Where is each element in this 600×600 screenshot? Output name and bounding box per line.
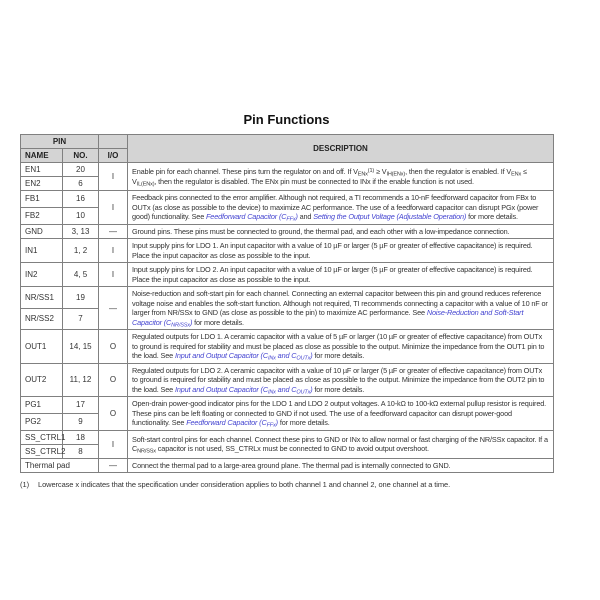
desc-text: ≥ V xyxy=(374,167,387,176)
pin-no-cell: 16 xyxy=(63,191,99,208)
desc-text: Regulated outputs for LDO 2. A ceramic capacitor with a value of 10 µF or larger (5 µF or greater of effective capacitance) from OUTx to ground is required for stability and must be placed as close as possible to the output. Minimize the impedance from the OUT2 pin to the load. See xyxy=(132,365,545,394)
desc-text: for more details. xyxy=(192,317,244,327)
table-row xyxy=(21,458,554,473)
description-cell xyxy=(128,397,554,431)
pin-name-cell: OUT2 xyxy=(21,363,63,397)
table-row xyxy=(21,363,554,397)
table-row xyxy=(21,191,554,208)
io-cell: O xyxy=(99,397,128,431)
table-row xyxy=(21,330,554,364)
description-column-header: DESCRIPTION xyxy=(128,135,554,163)
io-cell: O xyxy=(99,330,128,364)
pin-name-cell: Thermal pad xyxy=(21,458,99,473)
desc-text: IL(ENx) xyxy=(136,180,155,187)
pin-column-header: PIN xyxy=(21,135,99,149)
pin-no-cell: 18 xyxy=(63,430,99,444)
doc-link[interactable]: Setting the Output Voltage (Adjustable Operation) xyxy=(313,212,467,221)
description-cell xyxy=(128,363,554,397)
description-cell xyxy=(128,430,554,458)
doc-link[interactable]: NR/SSx xyxy=(171,321,190,328)
description-cell xyxy=(128,330,554,364)
desc-text: Soft-start control pins for each channel. Connect these pins to GND or INx to allow normal or fast charging of the NR/SSx capacitor. If a C xyxy=(132,434,548,453)
pin-name-cell: NR/SS2 xyxy=(21,308,63,330)
desc-text: , then the regulator is disabled. The ENx pin must be connected to INx if the enable function is not used. xyxy=(154,176,474,186)
pin-no-cell: 17 xyxy=(63,397,99,414)
name-column-header: NAME xyxy=(21,149,63,163)
description-cell xyxy=(128,224,554,239)
io-cell: I xyxy=(99,191,128,225)
table-row xyxy=(21,397,554,414)
page-title: Pin Functions xyxy=(243,112,330,127)
table-row xyxy=(21,224,554,239)
doc-link[interactable]: ) xyxy=(295,212,298,221)
pin-no-cell: 9 xyxy=(63,413,99,430)
table-header xyxy=(21,135,554,163)
desc-text: , then the regulator is enabled. If V xyxy=(405,167,512,176)
pin-no-cell: 20 xyxy=(63,163,99,177)
desc-text: capacitor is not used, SS_CTRLx must be connected to GND to avoid output overshoot. xyxy=(155,444,429,453)
io-header-spacer xyxy=(99,135,128,149)
desc-text: Feedback pins connected to the error amplifier. Although not required, a TI recommends a 10-nF feedforward capacitor from FBx to OUTx (as close as possible to the device) to maximize AC performance. The use of a feedforward capacitor can disrupt PGx (power good) functionality. See xyxy=(132,193,539,221)
doc-link[interactable]: ) xyxy=(310,351,313,360)
table-row xyxy=(21,287,554,309)
desc-text: Input supply pins for LDO 1. An input capacitor with a value of 10 µF or larger (5 µF or greater of effective capacitance) is required. Place the input capacitor as close as possible to the input. xyxy=(132,241,533,260)
pin-no-cell: 7 xyxy=(63,308,99,330)
desc-text: ≤ V xyxy=(132,167,527,186)
pin-name-cell: IN1 xyxy=(21,239,63,263)
header-row-top xyxy=(21,135,554,149)
table-row xyxy=(21,430,554,444)
pin-name-cell: PG2 xyxy=(21,413,63,430)
doc-link[interactable]: INx xyxy=(267,388,276,395)
pin-no-cell: 4, 5 xyxy=(63,263,99,287)
table-row xyxy=(21,263,554,287)
doc-link[interactable]: Feedforward Capacitor (C xyxy=(206,212,287,221)
pin-name-cell: SS_CTRL2 xyxy=(21,444,63,458)
description-cell xyxy=(128,191,554,225)
desc-text: and xyxy=(297,212,314,221)
io-cell: — xyxy=(99,224,128,239)
pin-name-cell: FB1 xyxy=(21,191,63,208)
pin-name-cell: EN2 xyxy=(21,177,63,191)
doc-link[interactable]: Feedforward Capacitor (C xyxy=(186,418,267,427)
description-cell xyxy=(128,239,554,263)
doc-link[interactable]: and C xyxy=(275,384,297,394)
io-cell: — xyxy=(99,287,128,330)
io-cell: I xyxy=(99,239,128,263)
doc-link[interactable]: FFx xyxy=(286,216,296,223)
desc-text: Noise-reduction and soft-start pin for each channel. Connecting an external capacitor between this pin and ground reduces reference voltage noise and enables the soft-start function. Although not required, TI recommends connecting a capacitor with a value of 10 nF or larger from NR/SSx to GND (as close as possible to the pin) to maximize AC performance. See xyxy=(132,289,548,317)
io-cell: I xyxy=(99,263,128,287)
doc-link[interactable]: OUTx xyxy=(296,355,311,362)
desc-text: for more details. xyxy=(277,418,330,427)
desc-text: Input supply pins for LDO 2. An input capacitor with a value of 10 µF or larger (5 µF or greater of effective capacitance) is required. Place the input capacitor as close as possible to the input. xyxy=(132,265,533,284)
desc-text: (1) xyxy=(367,167,375,174)
doc-link[interactable]: ) xyxy=(275,418,278,427)
io-column-header: I/O xyxy=(99,149,128,163)
pin-no-cell: 1, 2 xyxy=(63,239,99,263)
desc-text: Enable pin for each channel. These pins turn the regulator on and off. If V xyxy=(132,167,358,176)
doc-link[interactable]: Input and Output Capacitor (C xyxy=(174,384,268,394)
doc-link[interactable]: and C xyxy=(275,351,297,360)
desc-text: Connect the thermal pad to a large-area ground plane. The thermal pad is internally connected to GND. xyxy=(132,460,451,470)
io-cell: I xyxy=(99,430,128,458)
doc-link[interactable]: OUTx xyxy=(296,388,311,395)
table-row xyxy=(21,239,554,263)
pin-name-cell: IN2 xyxy=(21,263,63,287)
doc-link[interactable]: Input and Output Capacitor (C xyxy=(174,351,268,360)
doc-link[interactable]: ) xyxy=(189,317,193,327)
doc-link[interactable]: ) xyxy=(310,384,313,394)
pin-no-cell: 3, 13 xyxy=(63,224,99,239)
pin-name-cell: GND xyxy=(21,224,63,239)
doc-link[interactable]: FFx xyxy=(266,422,276,429)
desc-text: for more details. xyxy=(312,384,365,394)
desc-text: ENx xyxy=(511,171,522,178)
io-cell: O xyxy=(99,363,128,397)
pin-no-cell: 11, 12 xyxy=(63,363,99,397)
pin-functions-table xyxy=(20,134,554,473)
io-cell: I xyxy=(99,163,128,191)
description-cell xyxy=(128,458,554,473)
pin-no-cell: 8 xyxy=(63,444,99,458)
pin-no-cell: 10 xyxy=(63,207,99,224)
desc-text: for more details. xyxy=(466,212,518,221)
pin-name-cell: SS_CTRL1 xyxy=(21,430,63,444)
desc-text: Regulated outputs for LDO 1. A ceramic capacitor with a value of 5 µF or larger (10 µF or greater of effective capacitance) from OUTx to ground is required for stability and must be placed as close as possible to the output. Minimize the impedance from the OUT1 pin to the load. See xyxy=(132,332,545,360)
description-cell xyxy=(128,263,554,287)
pin-table-body xyxy=(21,163,554,473)
desc-text: Open-drain power-good indicator pins for the LDO 1 and LDO 2 output voltages. A 10-kΩ to 100-kΩ external pullup resistor is required. These pins can be left floating or connected to GND if not used. The use of a feedforward capacitor can disrupt power-good functionality. See xyxy=(132,399,547,427)
footnote-text: Lowercase x indicates that the specification under consideration applies to both channel 1 and channel 2, one channel at a time. xyxy=(38,480,451,489)
pin-name-cell: OUT1 xyxy=(21,330,63,364)
footnote xyxy=(20,480,566,489)
doc-link[interactable]: Noise-Reduction and Soft-Start Capacitor (C xyxy=(132,308,524,327)
desc-text: ENx xyxy=(357,171,368,178)
pin-name-cell: FB2 xyxy=(21,207,63,224)
desc-text: Ground pins. These pins must be connected to ground, the thermal pad, and each other with a low-impedance connection. xyxy=(132,226,510,236)
description-cell xyxy=(128,287,554,330)
doc-link[interactable]: INx xyxy=(267,355,276,362)
pin-no-cell: 14, 15 xyxy=(63,330,99,364)
pin-no-cell: 6 xyxy=(63,177,99,191)
description-cell xyxy=(128,163,554,191)
desc-text: for more details. xyxy=(312,351,365,360)
desc-text: NR/SSx xyxy=(137,448,156,455)
pin-no-cell: 19 xyxy=(63,287,99,309)
pin-name-cell: PG1 xyxy=(21,397,63,414)
pin-name-cell: EN1 xyxy=(21,163,63,177)
footnote-marker: (1) xyxy=(20,480,30,489)
io-cell: — xyxy=(99,458,128,473)
table-row xyxy=(21,163,554,177)
no-column-header: NO. xyxy=(63,149,99,163)
pin-name-cell: NR/SS1 xyxy=(21,287,63,309)
desc-text: IH(ENx) xyxy=(386,171,406,178)
